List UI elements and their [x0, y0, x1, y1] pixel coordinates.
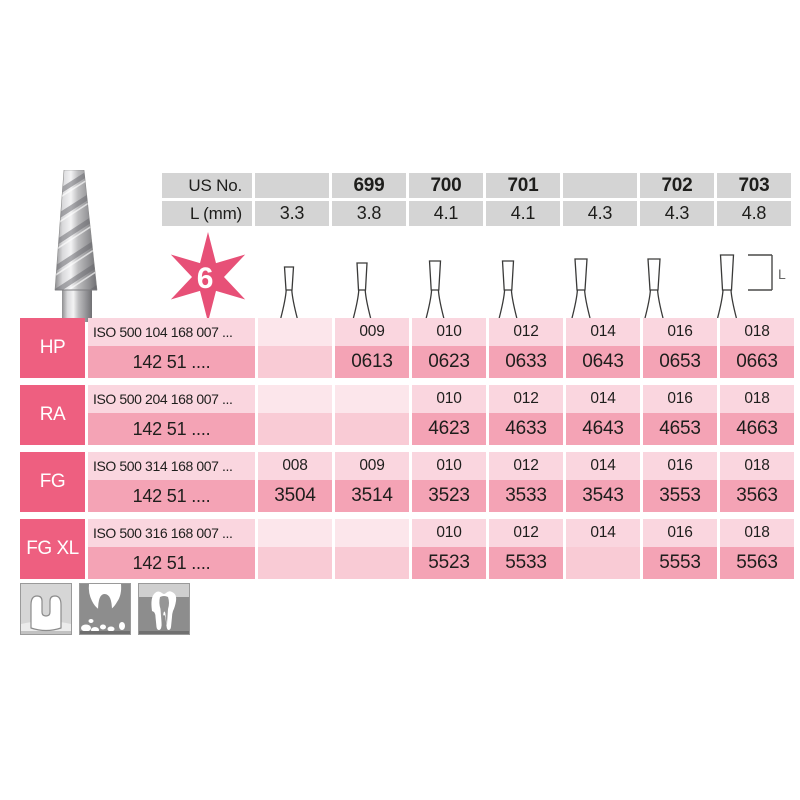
row-label-fgxl: FG XL: [20, 519, 85, 579]
order-prefix: 142 51 ....: [88, 480, 255, 512]
iso-size-cell: 014: [566, 519, 640, 547]
us-no-cell: 701: [486, 173, 560, 198]
order-prefix: 142 51 ....: [88, 346, 255, 378]
iso-size-cell: 016: [643, 318, 717, 346]
order-number-cell: 0613: [335, 346, 409, 378]
product-table: [20, 318, 794, 586]
iso-size-cell: 018: [720, 318, 794, 346]
bur-outline: [499, 261, 517, 318]
iso-size-cell: [258, 385, 332, 413]
iso-size-cell: 018: [720, 452, 794, 480]
iso-size-cell: 016: [643, 385, 717, 413]
iso-description: ISO 500 104 168 007 ...: [88, 318, 255, 346]
us-no-cell: 702: [640, 173, 714, 198]
order-number-cell: 3533: [489, 480, 563, 512]
l-mm-cell: 4.1: [486, 201, 560, 226]
iso-size-cell: 009: [335, 318, 409, 346]
order-number-cell: 3523: [412, 480, 486, 512]
iso-size-cell: 018: [720, 519, 794, 547]
bur-outline: [718, 255, 737, 318]
order-number-cell: 5533: [489, 547, 563, 579]
header-table: [162, 173, 791, 226]
root-sectioning-icon: [79, 583, 131, 635]
iso-size-cell: 009: [335, 452, 409, 480]
iso-size-cell: 018: [720, 385, 794, 413]
iso-description: ISO 500 316 168 007 ...: [88, 519, 255, 547]
star-value: 6: [196, 262, 214, 295]
order-number-cell: 0633: [489, 346, 563, 378]
l-mm-cell: 4.3: [640, 201, 714, 226]
row-label-hp: HP: [20, 318, 85, 378]
molar-icon: [138, 583, 190, 635]
order-number-cell: [335, 413, 409, 445]
us-no-cell: [563, 173, 637, 198]
order-number-cell: 0623: [412, 346, 486, 378]
order-number-cell: 4643: [566, 413, 640, 445]
order-number-cell: 3514: [335, 480, 409, 512]
order-number-cell: 0643: [566, 346, 640, 378]
iso-size-cell: 010: [412, 385, 486, 413]
iso-description: ISO 500 204 168 007 ...: [88, 385, 255, 413]
iso-size-cell: [258, 318, 332, 346]
table-group-ra: [20, 385, 794, 445]
order-number-cell: [258, 547, 332, 579]
iso-size-cell: 012: [489, 318, 563, 346]
order-number-cell: 5563: [720, 547, 794, 579]
order-number-cell: 3543: [566, 480, 640, 512]
order-number-cell: 5523: [412, 547, 486, 579]
iso-size-cell: 012: [489, 452, 563, 480]
order-number-cell: 3563: [720, 480, 794, 512]
bur-product-photo: [50, 170, 104, 322]
application-icons: [20, 583, 190, 635]
us-no-cell: [255, 173, 329, 198]
order-number-cell: 4663: [720, 413, 794, 445]
iso-size-cell: 016: [643, 452, 717, 480]
order-number-cell: 4633: [489, 413, 563, 445]
iso-size-cell: [335, 519, 409, 547]
iso-size-cell: 014: [566, 385, 640, 413]
order-number-cell: 4623: [412, 413, 486, 445]
length-bracket-label: L: [778, 266, 786, 282]
order-number-cell: 0663: [720, 346, 794, 378]
us-no-cell: 699: [332, 173, 406, 198]
bur-outline: [281, 267, 297, 318]
order-prefix: 142 51 ....: [88, 413, 255, 445]
order-prefix: 142 51 ....: [88, 547, 255, 579]
iso-size-cell: 010: [412, 318, 486, 346]
iso-size-cell: 010: [412, 519, 486, 547]
iso-size-cell: 016: [643, 519, 717, 547]
bur-outline: [645, 259, 663, 318]
order-number-cell: 5553: [643, 547, 717, 579]
six-blade-star-icon: [165, 232, 251, 322]
table-group-hp: [20, 318, 794, 378]
table-group-fgxl: [20, 519, 794, 579]
iso-size-cell: 008: [258, 452, 332, 480]
iso-size-cell: [335, 385, 409, 413]
order-number-cell: [335, 547, 409, 579]
order-number-cell: 0653: [643, 346, 717, 378]
order-number-cell: [566, 547, 640, 579]
l-mm-cell: 4.1: [409, 201, 483, 226]
order-number-cell: 3504: [258, 480, 332, 512]
bur-outline: [353, 263, 370, 318]
order-number-cell: [258, 346, 332, 378]
row-label-fg: FG: [20, 452, 85, 512]
us-no-label: US No.: [162, 173, 252, 198]
bur-shape-drawings: [258, 238, 800, 318]
l-mm-cell: 3.8: [332, 201, 406, 226]
l-mm-cell: 3.3: [255, 201, 329, 226]
l-mm-cell: 4.3: [563, 201, 637, 226]
bur-outline: [426, 261, 444, 318]
us-no-cell: 703: [717, 173, 791, 198]
iso-size-cell: 012: [489, 385, 563, 413]
iso-size-cell: [258, 519, 332, 547]
length-bracket: [748, 255, 772, 290]
iso-size-cell: 014: [566, 452, 640, 480]
iso-size-cell: 010: [412, 452, 486, 480]
l-mm-cell: 4.8: [717, 201, 791, 226]
order-number-cell: 4653: [643, 413, 717, 445]
table-group-fg: [20, 452, 794, 512]
order-number-cell: [258, 413, 332, 445]
order-number-cell: 3553: [643, 480, 717, 512]
iso-size-cell: 014: [566, 318, 640, 346]
l-mm-label: L (mm): [162, 201, 252, 226]
iso-size-cell: 012: [489, 519, 563, 547]
iso-description: ISO 500 314 168 007 ...: [88, 452, 255, 480]
row-label-ra: RA: [20, 385, 85, 445]
bur-outline: [572, 259, 590, 318]
us-no-cell: 700: [409, 173, 483, 198]
crown-prep-icon: [20, 583, 72, 635]
